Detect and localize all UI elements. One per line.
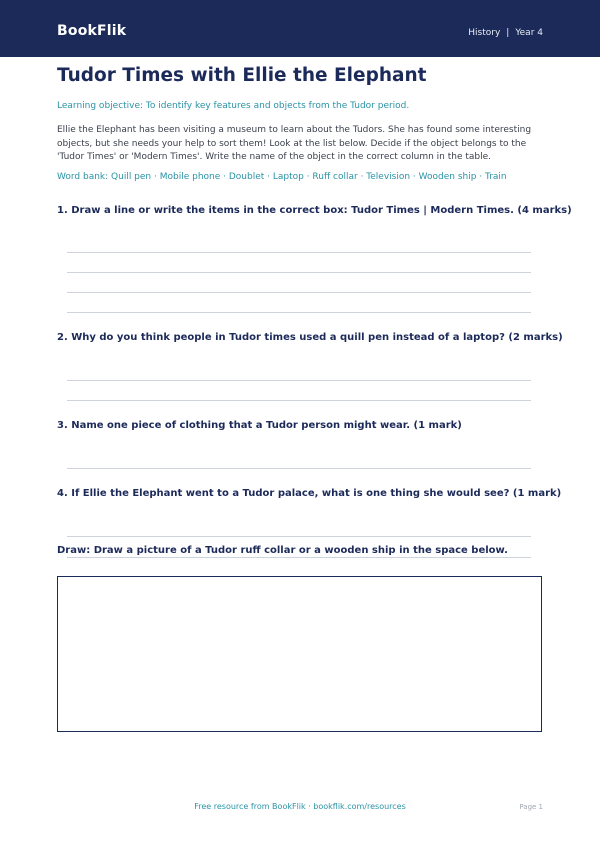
breadcrumb-separator: |: [506, 28, 510, 38]
answer-line[interactable]: [67, 252, 531, 253]
worksheet-title: Tudor Times with Ellie the Elephant: [57, 65, 427, 86]
question-1: 1. Draw a line or write the items in the correct box: Tudor Times | Modern Times. (4 marks): [57, 205, 572, 216]
question-4: 4. If Ellie the Elephant went to a Tudor palace, what is one thing she would see? (1 mark): [57, 488, 562, 499]
brand-logo-text: BookFlik: [57, 23, 127, 39]
intro-line: 'Tudor Times' or 'Modern Times'. Write the name of the object in the correct column in the table.: [57, 152, 492, 162]
answer-line[interactable]: [67, 272, 531, 273]
intro-line: Ellie the Elephant has been visiting a museum to learn about the Tudors. She has found some interesting: [57, 125, 532, 135]
footer-text: Free resource from BookFlik · bookflik.com/resources: [194, 802, 406, 811]
drawing-box[interactable]: [57, 576, 542, 732]
answer-line[interactable]: [67, 400, 531, 401]
question-2: 2. Why do you think people in Tudor times used a quill pen instead of a laptop? (2 marks): [57, 332, 563, 343]
word-bank: Word bank: Quill pen · Mobile phone · Doublet · Laptop · Ruff collar · Television · Wooden ship · Train: [57, 172, 507, 182]
question-3: 3. Name one piece of clothing that a Tudor person might wear. (1 mark): [57, 420, 462, 431]
intro-paragraph: [57, 124, 547, 165]
answer-line[interactable]: [67, 557, 531, 558]
page-number: Page 1: [519, 803, 543, 811]
intro-line: objects, but she needs your help to sort them! Look at the list below. Decide if the object belongs to the: [57, 138, 527, 149]
draw-task: Draw: Draw a picture of a Tudor ruff collar or a wooden ship in the space below.: [57, 545, 508, 556]
answer-line[interactable]: [67, 312, 531, 313]
answer-line[interactable]: [67, 292, 531, 293]
header-bar: [0, 0, 600, 57]
year-label: Year 4: [515, 28, 543, 38]
answer-line[interactable]: [67, 468, 531, 469]
learning-objective: Learning objective: To identify key features and objects from the Tudor period.: [57, 101, 410, 111]
answer-line[interactable]: [67, 536, 531, 537]
answer-line[interactable]: [67, 380, 531, 381]
subject-label: History: [468, 28, 501, 38]
breadcrumb: [468, 28, 543, 38]
